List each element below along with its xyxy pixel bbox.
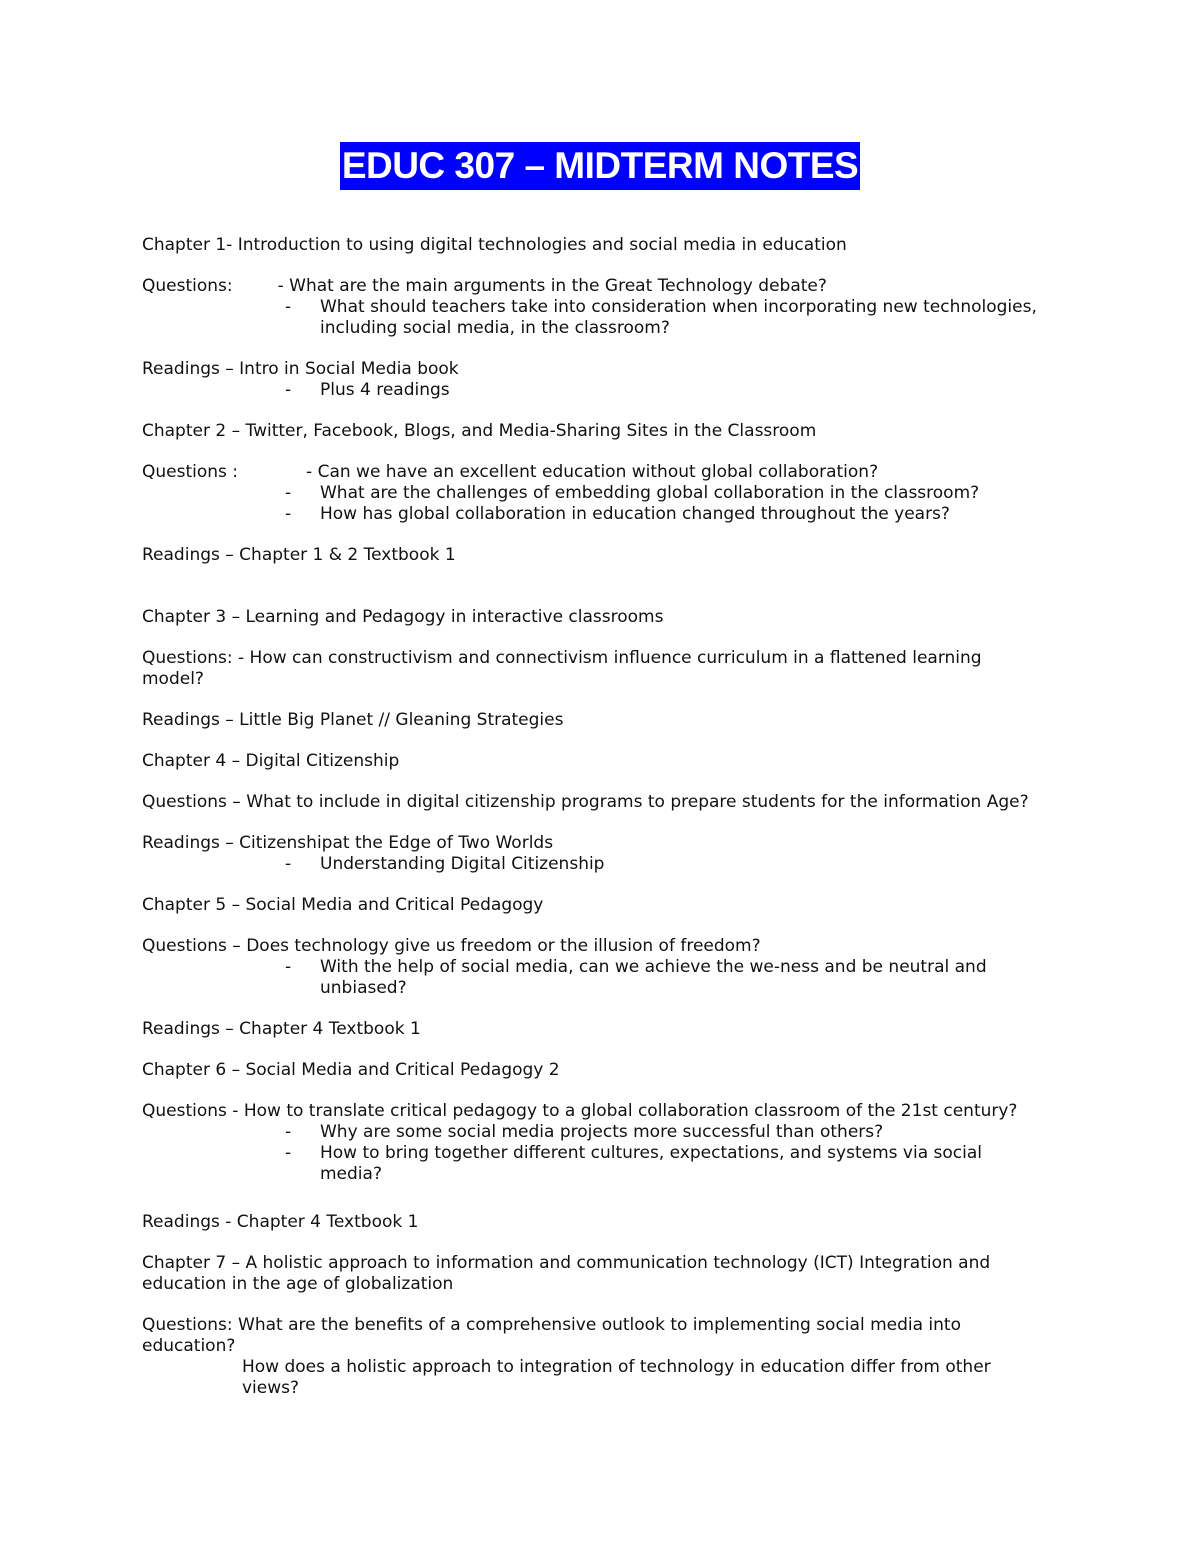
questions-label: Questions : [142, 462, 239, 482]
chapter-6-heading: Chapter 6 – Social Media and Critical Pedagogy 2 [142, 1060, 560, 1080]
readings-line: Readings – Intro in Social Media book [142, 359, 459, 379]
chapter-1-question-first [142, 276, 1042, 297]
chapter-5-readings: Readings – Chapter 4 Textbook 1 [142, 1019, 421, 1039]
question-text: What should teachers take into consideration when incorporating new technologies, including social media, in the classroom? [320, 297, 1037, 338]
chapter-3-questions: Questions: - How can constructivism and connectivism influence curriculum in a flattened learning model? [142, 648, 982, 689]
question-text: How has global collaboration in education changed throughout the years? [320, 504, 950, 524]
chapter-4-questions: Questions – What to include in digital citizenship programs to prepare students for the information Age? [142, 792, 1029, 812]
questions-label: Questions: [142, 276, 233, 296]
question-first: Questions: What are the benefits of a comprehensive outlook to implementing social media into education? [142, 1315, 961, 1356]
question-bullet [142, 1143, 1042, 1185]
reading-text: Understanding Digital Citizenship [320, 854, 605, 874]
readings-bullet [142, 854, 1042, 875]
chapter-4-heading: Chapter 4 – Digital Citizenship [142, 751, 400, 771]
question-text: How to bring together different cultures, expectations, and systems via social media? [320, 1143, 982, 1184]
chapter-5-questions [142, 936, 1042, 999]
question-first: Questions - How to translate critical pedagogy to a global collaboration classroom of the 21st century? [142, 1101, 1018, 1121]
chapter-4-readings [142, 833, 1042, 875]
chapter-6-readings: Readings - Chapter 4 Textbook 1 [142, 1212, 419, 1232]
dash: - [285, 504, 292, 524]
question-bullet [142, 1122, 1042, 1143]
dash: - [285, 297, 292, 317]
readings-bullet [142, 380, 1042, 401]
notes-content [142, 235, 1042, 1419]
page-title: EDUC 307 – MIDTERM NOTES [340, 142, 860, 190]
question-text: What are the challenges of embedding global collaboration in the classroom? [320, 483, 980, 503]
readings-line: Readings – Citizenshipat the Edge of Two Worlds [142, 833, 554, 853]
chapter-2-readings: Readings – Chapter 1 & 2 Textbook 1 [142, 545, 456, 565]
dash: - [285, 1143, 292, 1163]
chapter-1-readings [142, 359, 1042, 401]
chapter-3-heading: Chapter 3 – Learning and Pedagogy in interactive classrooms [142, 607, 664, 627]
chapter-2-question-bullet [142, 483, 1042, 504]
dash: - [285, 957, 292, 977]
chapter-1-questions [142, 276, 1042, 339]
chapter-3-readings: Readings – Little Big Planet // Gleaning Strategies [142, 710, 564, 730]
title-wrapper [0, 142, 1200, 190]
dash: - [285, 380, 292, 400]
chapter-1-question-bullet [142, 297, 1042, 339]
question-first: Questions – Does technology give us freedom or the illusion of freedom? [142, 936, 761, 956]
question-text: Why are some social media projects more successful than others? [320, 1122, 884, 1142]
chapter-2-question-bullet [142, 504, 1042, 525]
chapter-2-questions [142, 462, 1042, 525]
dash: - [285, 854, 292, 874]
question-text: With the help of social media, can we achieve the we-ness and be neutral and unbiased? [320, 957, 987, 998]
reading-text: Plus 4 readings [320, 380, 450, 400]
chapter-7-questions [142, 1315, 1042, 1399]
chapter-5-heading: Chapter 5 – Social Media and Critical Pedagogy [142, 895, 544, 915]
dash: - [285, 1122, 292, 1142]
question-text: - Can we have an excellent education without global collaboration? [306, 462, 879, 482]
dash: - [285, 483, 292, 503]
question-bullet [142, 957, 1042, 999]
question-text: - What are the main arguments in the Great Technology debate? [277, 276, 827, 296]
chapter-2-heading: Chapter 2 – Twitter, Facebook, Blogs, and Media-Sharing Sites in the Classroom [142, 421, 817, 441]
chapter-2-question-first [142, 462, 1042, 483]
chapter-7-heading: Chapter 7 – A holistic approach to information and communication technology (ICT) Integration and education in the age of globalization [142, 1253, 991, 1294]
chapter-6-questions [142, 1101, 1042, 1185]
chapter-1-heading: Chapter 1- Introduction to using digital technologies and social media in education [142, 235, 847, 255]
question-second: How does a holistic approach to integration of technology in education differ from other views? [242, 1357, 991, 1398]
